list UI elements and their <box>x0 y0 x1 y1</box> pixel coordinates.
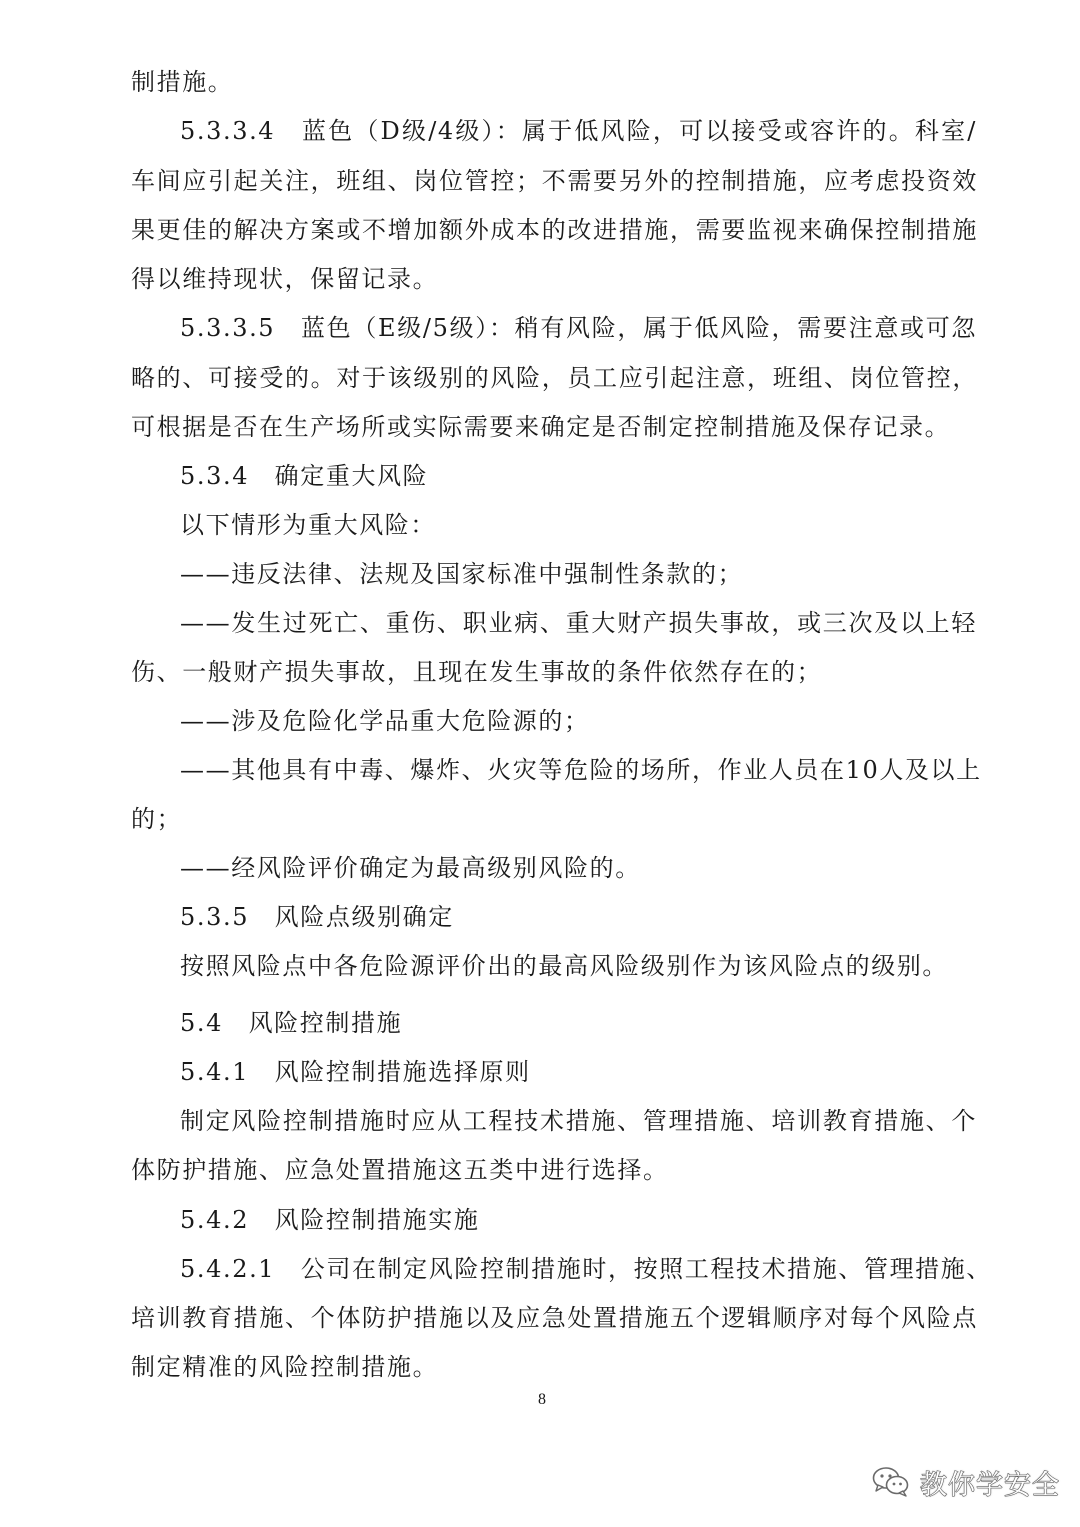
text-line: 略的、可接受的。对于该级别的风险，员工应引起注意，班组、岗位管控， <box>131 364 978 392</box>
page-number: 8 <box>538 1391 546 1408</box>
text-line: 5.3.3.5 蓝色（E级/5级）：稍有风险，属于低风险，需要注意或可忽 <box>180 314 977 342</box>
text-line: 的； <box>131 805 183 833</box>
text-line: 按照风险点中各危险源评价出的最高风险级别作为该风险点的级别。 <box>180 952 948 980</box>
section-heading: 5.4 风险控制措施 <box>180 1009 403 1037</box>
watermark-text: 教你学安全 <box>920 1469 1060 1501</box>
text-line: 体防护措施、应急处置措施这五类中进行选择。 <box>131 1156 669 1184</box>
text-line: 5.4.2.1 公司在制定风险控制措施时，按照工程技术措施、管理措施、 <box>180 1255 992 1283</box>
text-line: 制定精准的风险控制措施。 <box>131 1353 439 1381</box>
list-item: ——发生过死亡、重伤、职业病、重大财产损失事故，或三次及以上轻 <box>180 609 977 637</box>
text-line: 伤、一般财产损失事故，且现在发生事故的条件依然存在的； <box>131 658 823 686</box>
list-item: ——经风险评价确定为最高级别风险的。 <box>180 854 641 882</box>
section-heading: 5.4.1 风险控制措施选择原则 <box>180 1058 531 1086</box>
text-line: 培训教育措施、个体防护措施以及应急处置措施五个逻辑顺序对每个风险点 <box>131 1304 978 1332</box>
text-line: 可根据是否在生产场所或实际需要来确定是否制定控制措施及保存记录。 <box>131 413 951 441</box>
text-line: 车间应引起关注，班组、岗位管控；不需要另外的控制措施，应考虑投资效 <box>131 167 978 195</box>
text-line: 制定风险控制措施时应从工程技术措施、管理措施、培训教育措施、个 <box>180 1107 977 1135</box>
list-item: ——违反法律、法规及国家标准中强制性条款的； <box>180 560 744 588</box>
text-line: 5.3.3.4 蓝色（D级/4级）：属于低风险，可以接受或容许的。科室/ <box>180 117 977 145</box>
watermark <box>872 1460 1060 1504</box>
section-heading: 5.4.2 风险控制措施实施 <box>180 1206 480 1234</box>
section-heading: 5.3.4 确定重大风险 <box>180 462 429 490</box>
text-line: 得以维持现状，保留记录。 <box>131 265 439 293</box>
wechat-icon <box>872 1466 910 1498</box>
text-line: 果更佳的解决方案或不增加额外成本的改进措施，需要监视来确保控制措施 <box>131 216 978 244</box>
text-line: 制措施。 <box>131 68 234 96</box>
list-item: ——其他具有中毒、爆炸、火灾等危险的场所，作业人员在10人及以上 <box>180 756 982 784</box>
list-item: ——涉及危险化学品重大危险源的； <box>180 707 590 735</box>
section-heading: 5.3.5 风险点级别确定 <box>180 903 454 931</box>
text-line: 以下情形为重大风险： <box>180 511 436 539</box>
